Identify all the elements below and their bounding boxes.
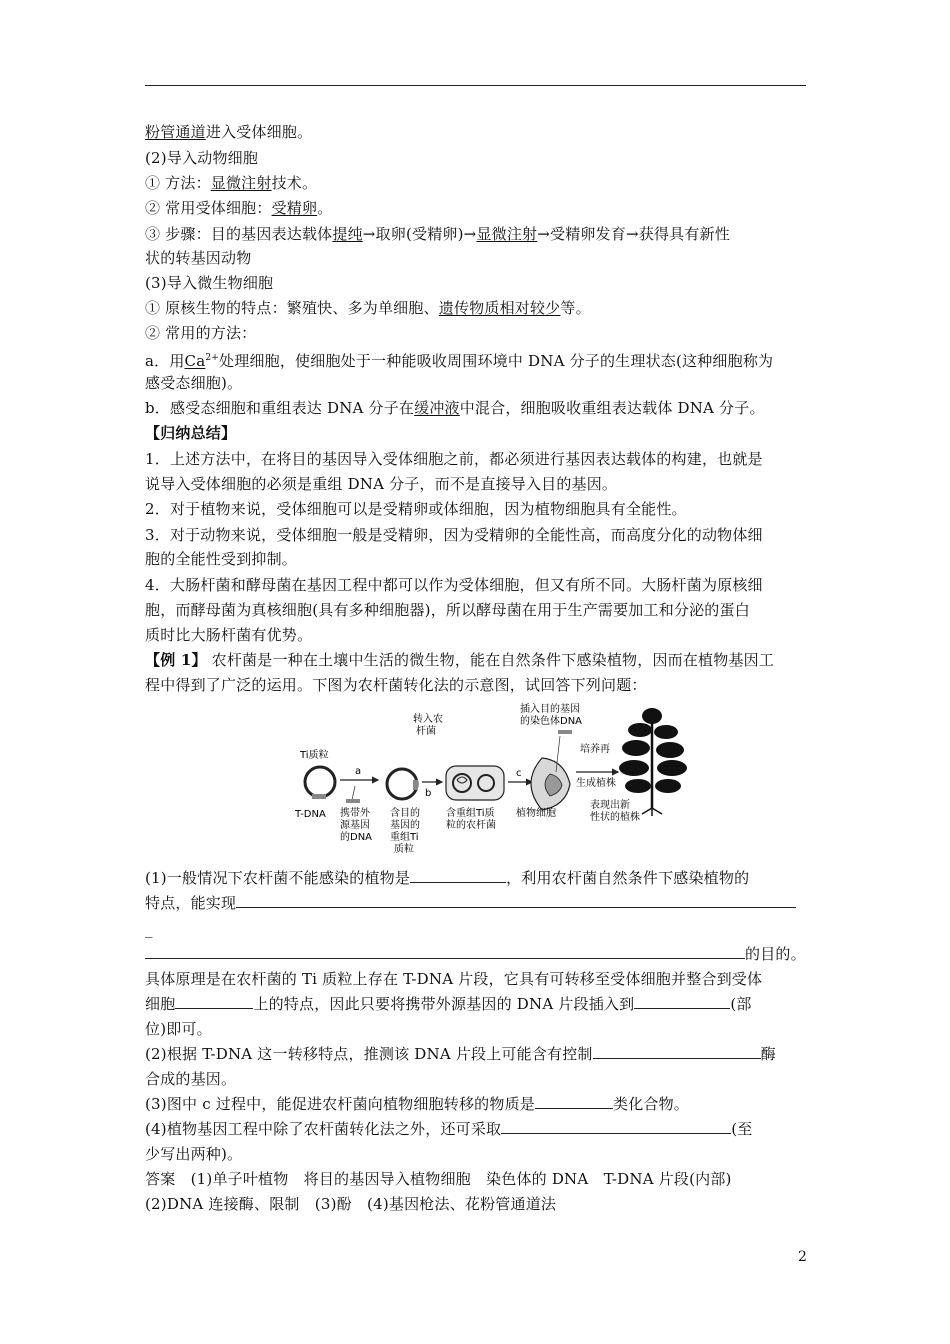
culture-label-1: 培养再 xyxy=(580,744,610,755)
recomb-ti-label-4: 质粒 xyxy=(394,844,414,855)
text-line: 感受态细胞)。 xyxy=(145,374,243,392)
recomb-ti-label-2: 基因的 xyxy=(390,820,420,831)
recombinant-plasmid-icon xyxy=(387,769,417,799)
text-line: 程中得到了广泛的运用。下图为农杆菌转化法的示意图，试回答下列问题： xyxy=(145,676,647,694)
text-line: a．用$Ca^{2+}$处理细胞，使细胞处于一种能吸收周围环境中 DNA 分子的生理状态(这种细胞称为 xyxy=(145,352,774,370)
text-line: (3)导入微生物细胞 xyxy=(145,274,274,292)
into-agro-label-1: 转入农 xyxy=(413,714,443,725)
question-2-line: (2)根据 T-DNA 这一转移特点，推测该 DNA 片段上可能含有控制 酶 xyxy=(145,1045,776,1063)
answer-line: 答案 (1)单子叶植物 将目的基因导入植物细胞 染色体的 DNA T-DNA 片段(内部) xyxy=(145,1170,732,1188)
answer-blank[interactable] xyxy=(535,1094,613,1109)
section-heading: 【归纳总结】 xyxy=(145,424,237,442)
text-line: 4．大肠杆菌和酵母菌在基因工程中都可以作为受体细胞，但又有所不同。大肠杆菌为原核细 xyxy=(145,576,763,594)
arrow-a-label: a xyxy=(355,766,362,777)
question-3-line: (3)图中 c 过程中，能促进农杆菌向植物细胞转移的物质是 类化合物。 xyxy=(145,1095,690,1113)
ti-plasmid-label: Ti质粒 xyxy=(300,750,329,761)
answer-blank[interactable] xyxy=(145,944,745,959)
question-1-line: 具体原理是在农杆菌的 Ti 质粒上存在 T-DNA 片段，它具有可转移至受体细胞并整合到受体 xyxy=(145,970,763,988)
agro-with-ti-label-2: 粒的农杆菌 xyxy=(446,820,496,831)
question-1-line: 特点，能实现 xyxy=(145,892,796,914)
text-line: ① 原核生物的特点：繁殖快、多为单细胞、遗传物质相对较少等。 xyxy=(145,299,591,317)
question-1-line: 细胞 上的特点，因此只要将携带外源基因的 DNA 片段插入到 (部 xyxy=(145,995,752,1013)
question-1-line: 的目的。 xyxy=(145,943,806,965)
inserted-chr-label-2: 的染色体DNA xyxy=(520,716,583,727)
answer-line: (2)DNA 连接酶、限制 (3)酚 (4)基因枪法、花粉管通道法 xyxy=(145,1195,557,1213)
agrobacterium-transformation-figure xyxy=(280,700,700,860)
question-4-line: (4)植物基因工程中除了农杆菌转化法之外，还可采取 (至 xyxy=(145,1120,753,1138)
text-line: 质时比大肠杆菌有优势。 xyxy=(145,626,313,644)
answer-blank[interactable] xyxy=(175,994,253,1009)
text-line: 胞，而酵母菌为真核细胞(具有多种细胞器)，所以酵母菌在用于生产需要加工和分泌的蛋白 xyxy=(145,601,750,619)
text-line: ③ 步骤：目的基因表达载体提纯→取卵(受精卵)→显微注射→受精卵发育→获得具有新性 xyxy=(145,225,730,243)
text-line: 2．对于植物来说，受体细胞可以是受精卵或体细胞，因为植物细胞具有全能性。 xyxy=(145,500,687,518)
agro-with-ti-label-1: 含重组Ti质 xyxy=(446,808,495,819)
question-1-line: 位)即可。 xyxy=(145,1020,212,1038)
header-rule xyxy=(145,85,806,86)
plant-cell-label: 植物细胞 xyxy=(516,808,556,819)
ti-plasmid-icon xyxy=(305,767,335,797)
text-line: 状的转基因动物 xyxy=(145,249,252,267)
text-line: (2)导入动物细胞 xyxy=(145,149,259,167)
answer-blank[interactable] xyxy=(593,1044,761,1059)
text-line: 1．上述方法中，在将目的基因导入受体细胞之前，都必须进行基因表达载体的构建，也就是 xyxy=(145,450,763,468)
text-line: ② 常用受体细胞：受精卵。 xyxy=(145,199,333,217)
into-agro-label-2: 杆菌 xyxy=(416,726,436,737)
recomb-ti-label-1: 含目的 xyxy=(390,808,420,819)
carry-foreign-label-3: 的DNA xyxy=(340,832,373,843)
agrobacterium-icon xyxy=(446,766,504,800)
text-line: 粉管通道进入受体细胞。 xyxy=(145,123,313,141)
new-trait-plant-label-2: 性状的植株 xyxy=(590,812,640,823)
answer-blank[interactable] xyxy=(634,994,730,1009)
question-4-line: 少写出两种)。 xyxy=(145,1145,243,1163)
recomb-ti-label-3: 重组Ti xyxy=(390,832,419,843)
culture-label-2: 生成植株 xyxy=(576,778,616,789)
text-line: ① 方法：显微注射技术。 xyxy=(145,174,318,192)
text-line: 胞的全能性受到抑制。 xyxy=(145,550,298,568)
text-line: ② 常用的方法： xyxy=(145,324,257,342)
carry-foreign-label-2: 源基因 xyxy=(340,820,370,831)
answer-blank[interactable] xyxy=(410,868,506,883)
text-line: 3．对于动物来说，受体细胞一般是受精卵，因为受精卵的全能性高，而高度分化的动物体细 xyxy=(145,526,763,544)
arrow-c-label: c xyxy=(516,768,522,779)
question-1-line: (1)一般情况下农杆菌不能感染的植物是 ，利用农杆菌自然条件下感染植物的 xyxy=(145,869,750,887)
answer-blank[interactable] xyxy=(236,893,796,908)
example-intro: 【例 1】 农杆菌是一种在土壤中生活的微生物，能在自然条件下感染植物，因而在植物基因工 xyxy=(145,651,775,669)
inserted-chr-label-1: 插入目的基因 xyxy=(520,704,580,715)
arrow-b-label: b xyxy=(425,788,432,799)
tdna-label: T-DNA xyxy=(295,809,326,820)
page-number: 2 xyxy=(798,1249,807,1265)
carry-foreign-label-1: 携带外 xyxy=(340,808,370,819)
answer-blank[interactable] xyxy=(501,1119,731,1134)
text-line: 说导入受体细胞的必须是重组 DNA 分子，而不是直接导入目的基因。 xyxy=(145,475,618,493)
question-1-line: _ xyxy=(145,920,153,938)
new-trait-plant-label-1: 表现出新 xyxy=(590,800,630,811)
question-2-line: 合成的基因。 xyxy=(145,1070,237,1088)
text-line: b．感受态细胞和重组表达 DNA 分子在缓冲液中混合，细胞吸收重组表达载体 DNA 分子。 xyxy=(145,399,765,417)
